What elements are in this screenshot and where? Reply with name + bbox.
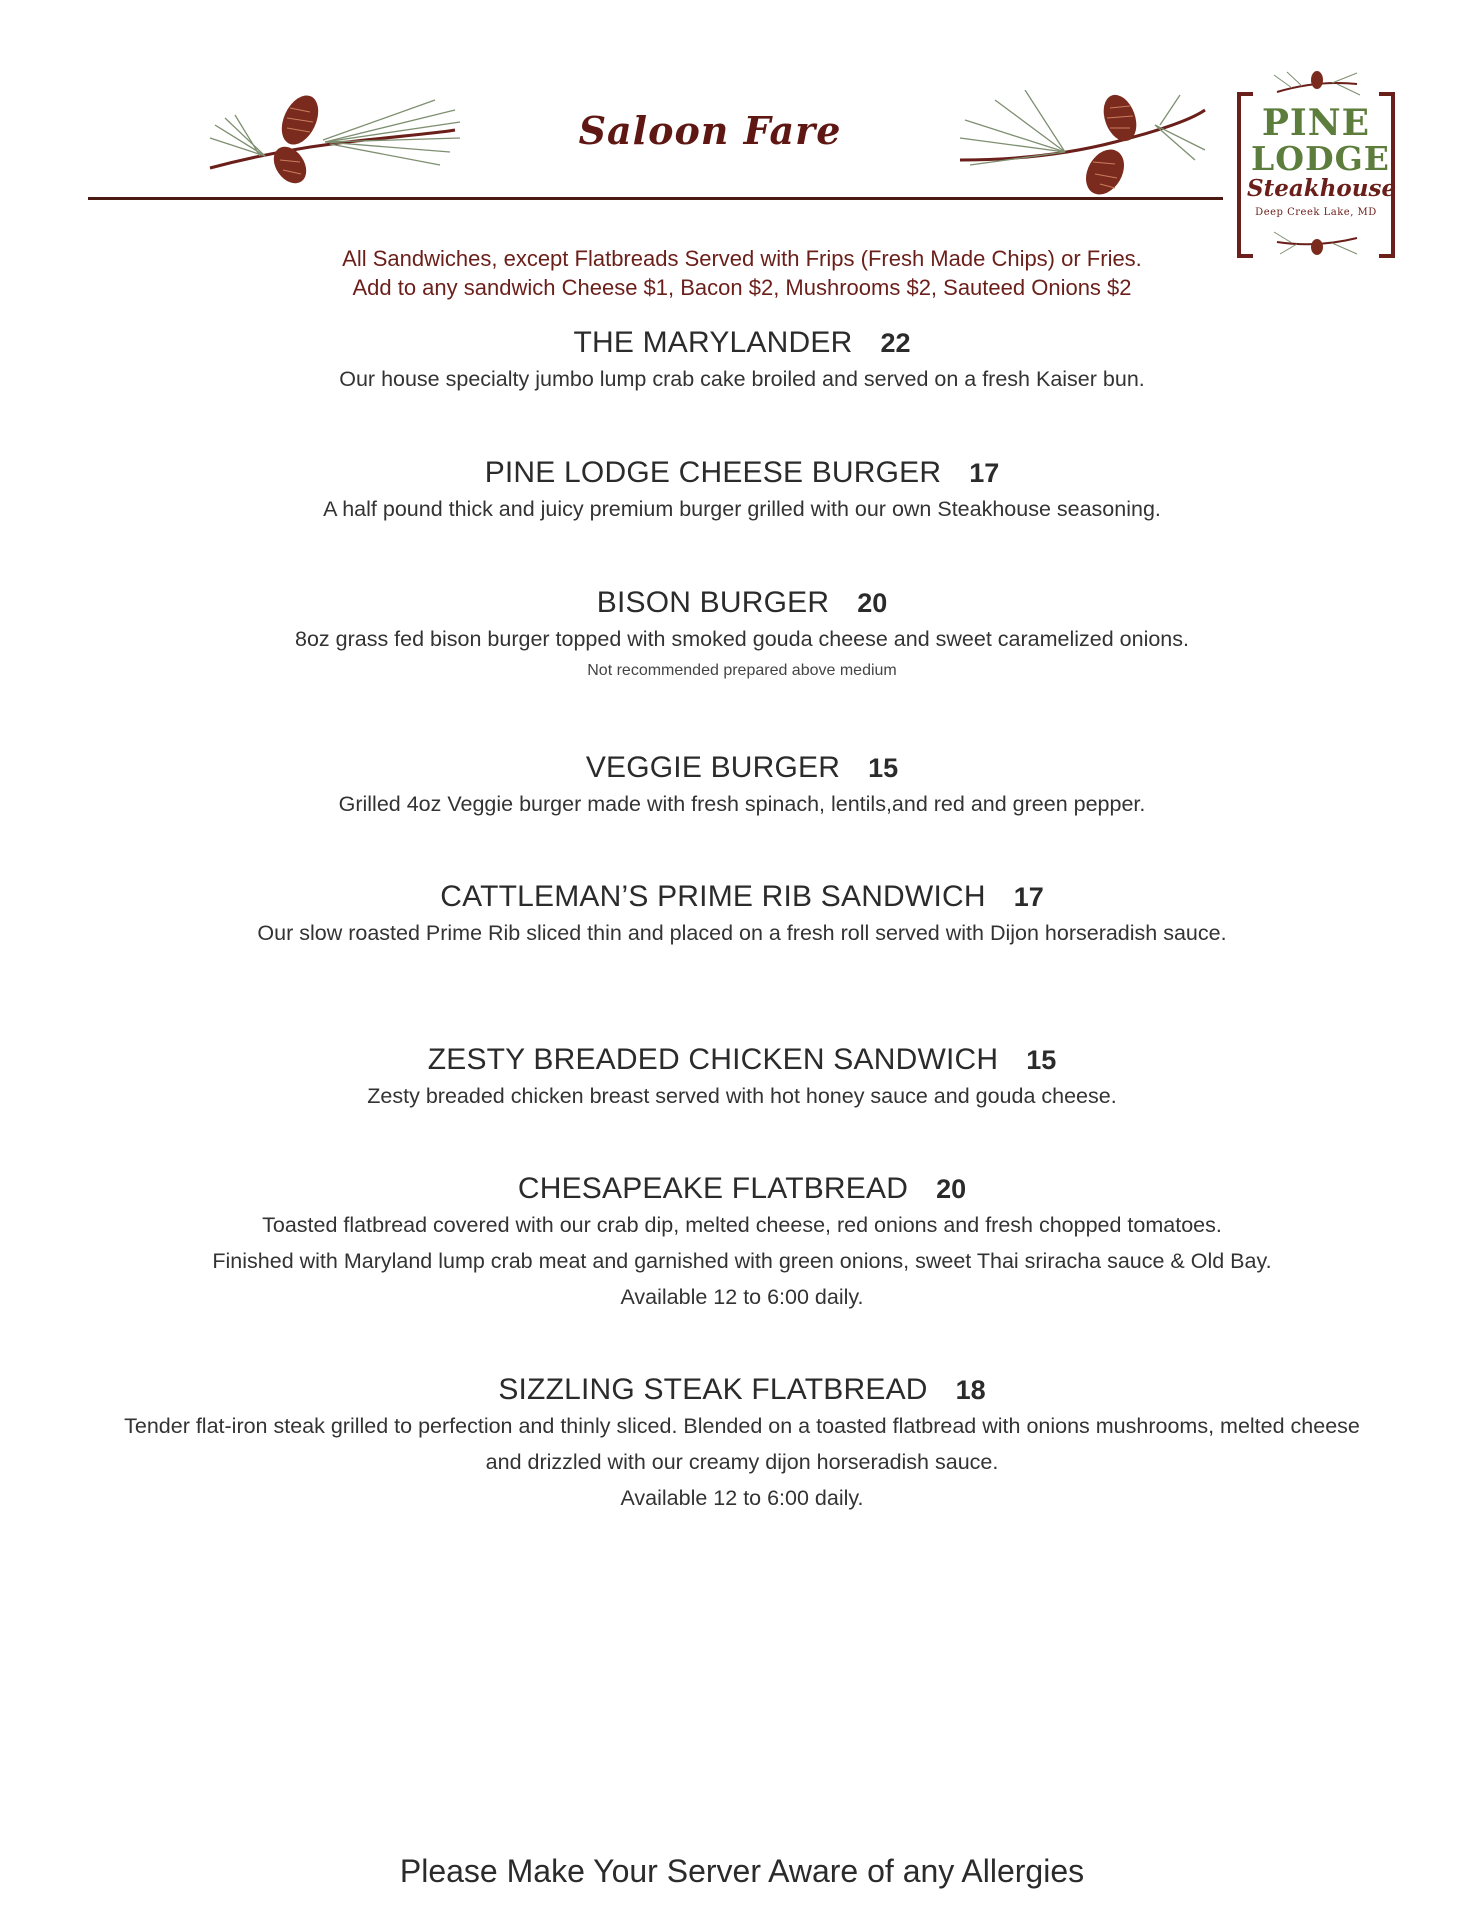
menu-item [40,1372,1444,1516]
item-availability: Available 12 to 6:00 daily. [620,1285,864,1309]
pine-cone-icon [1272,230,1362,256]
item-description: Our slow roasted Prime Rib sliced thin and placed on a fresh roll served with Dijon horseradish sauce. [257,921,1227,945]
header-rule [88,197,1223,200]
item-name: ZESTY BREADED CHICKEN SANDWICH [427,1043,999,1076]
item-description: Grilled 4oz Veggie burger made with fresh spinach, lentils,and red and green pepper. [338,792,1146,816]
item-description: Zesty breaded chicken breast served with hot honey sauce and gouda cheese. [367,1084,1117,1108]
item-name: SIZZLING STEAK FLATBREAD [498,1373,928,1406]
logo-text-steakhouse: Steakhouse [1247,175,1397,202]
menu-item [40,1042,1444,1114]
item-price: 17 [969,458,1000,488]
menu-item [40,750,1444,822]
intro-line: Add to any sandwich Cheese $1, Bacon $2, Mushrooms $2, Sauteed Onions $2 [352,275,1132,300]
item-description: Toasted flatbread covered with our crab dip, melted cheese, red onions and fresh chopped tomatoes. [262,1213,1222,1237]
menu-title: Saloon Fare [578,108,842,153]
menu-item [40,879,1444,951]
item-price: 15 [868,753,899,783]
pine-lodge-logo [1237,70,1395,256]
item-description: Our house specialty jumbo lump crab cake broiled and served on a fresh Kaiser bun. [339,367,1145,391]
item-name: THE MARYLANDER [573,326,853,359]
item-description: 8oz grass fed bison burger topped with smoked gouda cheese and sweet caramelized onions. [295,627,1189,651]
item-price: 15 [1026,1045,1057,1075]
item-name: PINE LODGE CHEESE BURGER [484,456,942,489]
item-name: BISON BURGER [596,586,830,619]
item-price: 20 [857,588,888,618]
item-availability: Available 12 to 6:00 daily. [620,1486,864,1510]
menu-item [40,325,1444,397]
logo-location: Deep Creek Lake, MD [1255,207,1377,218]
item-description: A half pound thick and juicy premium burger grilled with our own Steakhouse seasoning. [323,497,1161,521]
logo-text-lodge: LODGE [1251,139,1390,178]
intro-line: All Sandwiches, except Flatbreads Served with Frips (Fresh Made Chips) or Fries. [342,246,1142,271]
item-price: 22 [880,328,911,358]
item-note: Not recommended prepared above medium [587,662,897,679]
menu-header [0,0,1484,260]
sandwich-intro [200,244,1284,302]
item-description: Tender flat-iron steak grilled to perfection and thinly sliced. Blended on a toasted flatbread with onions mushrooms, melted cheese [124,1414,1360,1438]
item-description: Finished with Maryland lump crab meat and garnished with green onions, sweet Thai sriracha sauce & Old Bay. [212,1249,1272,1273]
item-description: and drizzled with our creamy dijon horseradish sauce. [485,1450,999,1474]
item-price: 17 [1013,882,1044,912]
menu-item [40,455,1444,527]
item-name: CHESAPEAKE FLATBREAD [517,1172,909,1205]
menu-item [40,1171,1444,1315]
item-price: 18 [955,1375,986,1405]
pine-branch-icon [205,90,465,200]
item-name: CATTLEMAN’S PRIME RIB SANDWICH [440,880,986,913]
allergy-notice: Please Make Your Server Aware of any Allergies [399,1853,1085,1889]
item-price: 20 [936,1174,967,1204]
menu-item [40,585,1444,685]
item-name: VEGGIE BURGER [585,751,841,784]
logo-text-pine: PINE [1261,102,1371,144]
pine-cone-icon [1272,70,1362,100]
pine-branch-icon [955,90,1215,200]
